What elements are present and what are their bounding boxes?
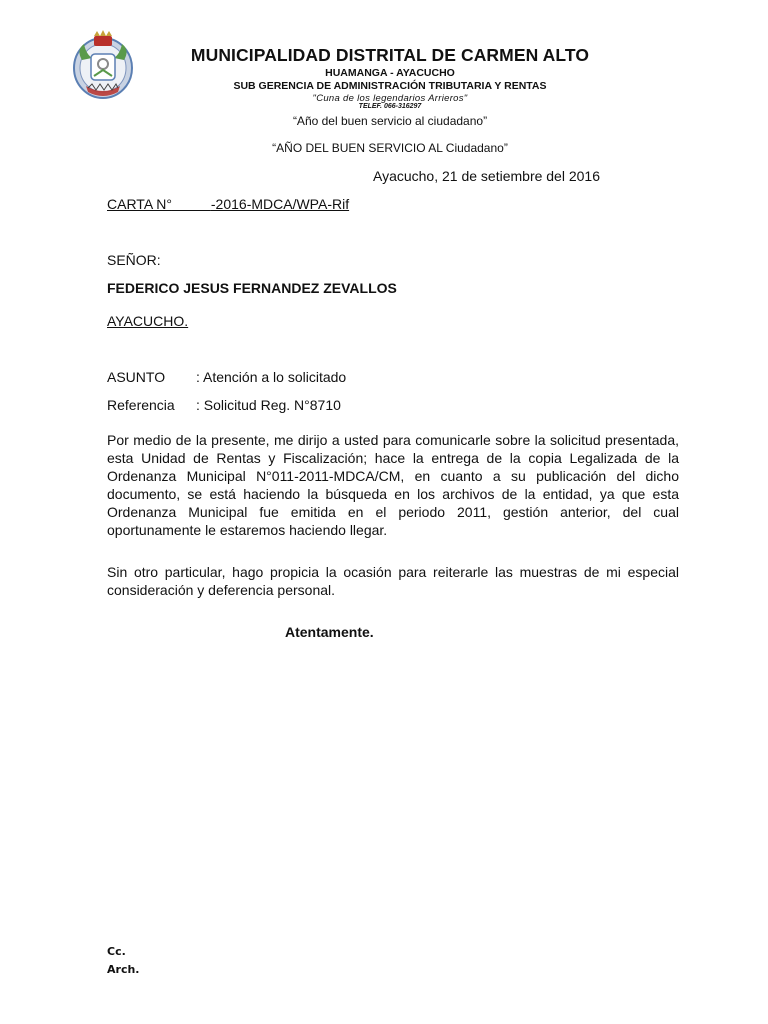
referencia-value: : Solicitud Reg. N°8710 bbox=[196, 397, 341, 413]
body-paragraph: Por medio de la presente, me dirijo a usted para comunicarle sobre la solicitud presentada, esta Unidad de Rentas y Fiscalización; hace la entrega de la copia Legalizada de la Ordenanza Municipal N°011-2011-MDCA/CM, en cuanto a su publicación del dicho documento, se está haciendo la búsqueda en los archivos de la entidad, ya que esta Ordenanza Municipal fue emitida en el periodo 2011, gestión anterior, del cual oportunamente le estaremos haciendo llegar. bbox=[107, 432, 679, 538]
carta-spacer bbox=[172, 196, 211, 212]
referencia-label: Referencia bbox=[107, 397, 175, 413]
department-line: SUB GERENCIA DE ADMINISTRACIÓN TRIBUTARIA Y RENTAS bbox=[233, 80, 547, 92]
municipal-seal-icon bbox=[72, 30, 134, 100]
letter-date: Ayacucho, 21 de setiembre del 2016 bbox=[372, 168, 600, 184]
recipient-name: FEDERICO JESUS FERNANDEZ ZEVALLOS bbox=[107, 280, 397, 296]
year-line: “AÑO DEL BUEN SERVICIO AL Ciudadano” bbox=[272, 141, 508, 155]
carta-number: -2016-MDCA/WPA-Rif bbox=[210, 196, 350, 212]
closing: Atentamente. bbox=[285, 624, 374, 640]
year-slogan: “Año del buen servicio al ciudadano” bbox=[292, 114, 488, 128]
asunto-value: : Atención a lo solicitado bbox=[196, 369, 347, 385]
copy-line: Cc. bbox=[107, 945, 126, 958]
copy-line: Arch. bbox=[107, 963, 140, 976]
phone-line: TELEF. 066-316297 bbox=[358, 103, 422, 110]
municipality-title: MUNICIPALIDAD DISTRITAL DE CARMEN ALTO bbox=[190, 45, 590, 65]
asunto-label: ASUNTO bbox=[107, 369, 166, 385]
location-line: HUAMANGA - AYACUCHO bbox=[325, 67, 455, 79]
motto-line: "Cuna de los legendarios Arrieros" bbox=[312, 93, 468, 104]
recipient-city: AYACUCHO. bbox=[107, 313, 189, 329]
body-paragraph: Sin otro particular, hago propicia la ocasión para reiterarle las muestras de mi especial consideración y deferencia personal. bbox=[107, 564, 679, 598]
carta-label: CARTA N° bbox=[107, 196, 172, 212]
carta-reference bbox=[107, 196, 349, 212]
salutation: SEÑOR: bbox=[107, 252, 161, 268]
